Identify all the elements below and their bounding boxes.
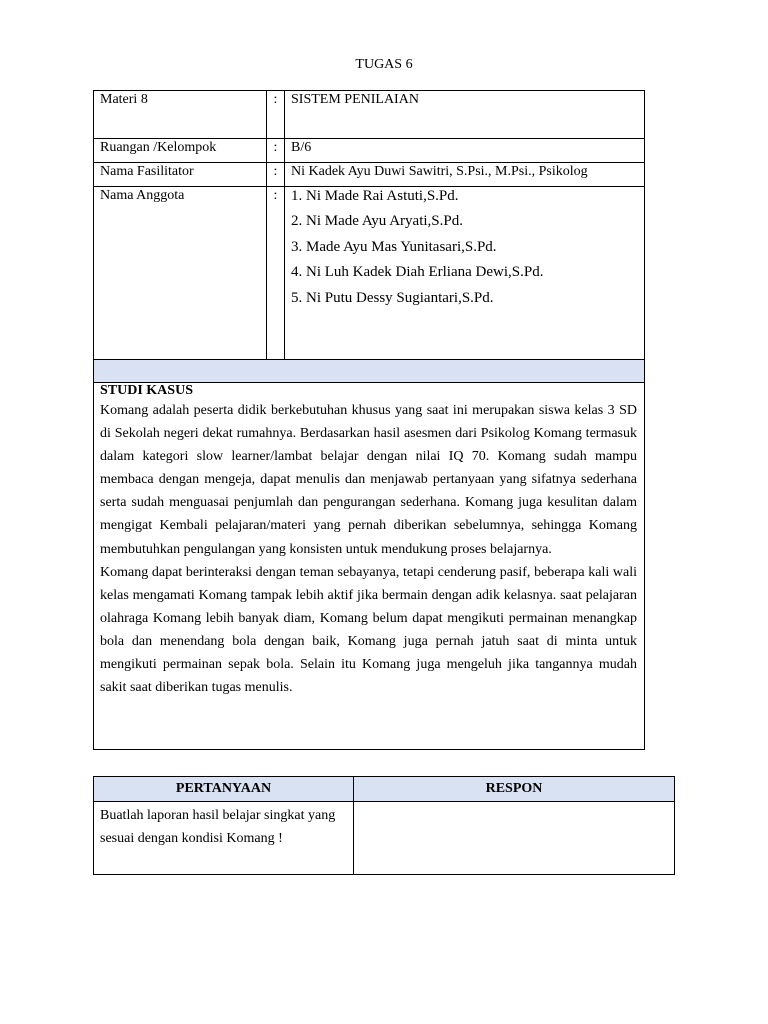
info-row-materi bbox=[94, 91, 645, 139]
info-row-ruangan bbox=[94, 139, 645, 163]
info-table bbox=[93, 90, 645, 750]
member-item: 1. Ni Made Rai Astuti,S.Pd. bbox=[291, 188, 459, 204]
qa-row bbox=[94, 802, 675, 875]
response-column-header: RESPON bbox=[354, 777, 675, 802]
info-row-fasilitator bbox=[94, 163, 645, 187]
label-anggota: Nama Anggota bbox=[94, 187, 267, 360]
response-cell[interactable] bbox=[354, 802, 675, 875]
value-materi: SISTEM PENILAIAN bbox=[285, 91, 645, 139]
info-row-anggota bbox=[94, 187, 645, 360]
case-study-cell bbox=[94, 383, 645, 750]
colon-fasilitator: : bbox=[267, 163, 285, 187]
member-item: 5. Ni Putu Dessy Sugiantari,S.Pd. bbox=[291, 289, 494, 306]
case-paragraph: Komang dapat berinteraksi dengan teman sebayanya, tetapi cenderung pasif, beberapa kali wali kelas mengamati Komang tampak lebih aktif jika bermain dengan adik kelasnya. saat pelajaran olahraga Komang lebih banyak diam, Komang belum dapat mengikuti permainan menangkap bola dan menendang bola dengan baik, Komang juga pernah jatuh saat di minta untuk mengikuti permainan sepak bola. Selain itu Komang juga mengeluh jika tangannya mudah sakit saat diberikan tugas menulis. bbox=[100, 564, 637, 696]
case-study-heading: STUDI KASUS bbox=[100, 383, 193, 398]
value-fasilitator: Ni Kadek Ayu Duwi Sawitri, S.Psi., M.Psi., Psikolog bbox=[285, 163, 645, 187]
member-item: 3. Made Ayu Mas Yunitasari,S.Pd. bbox=[291, 238, 497, 255]
colon-anggota: : bbox=[267, 187, 285, 360]
case-row bbox=[94, 383, 645, 750]
value-anggota bbox=[285, 187, 645, 360]
shaded-separator-row bbox=[94, 360, 645, 383]
colon-materi: : bbox=[267, 91, 285, 139]
member-item: 4. Ni Luh Kadek Diah Erliana Dewi,S.Pd. bbox=[291, 264, 544, 281]
question-cell: Buatlah laporan hasil belajar singkat yang sesuai dengan kondisi Komang ! bbox=[94, 802, 354, 875]
label-materi: Materi 8 bbox=[94, 91, 267, 139]
value-ruangan: B/6 bbox=[285, 139, 645, 163]
label-fasilitator: Nama Fasilitator bbox=[94, 163, 267, 187]
member-list bbox=[291, 188, 644, 315]
question-response-table bbox=[93, 776, 675, 875]
qa-header-row bbox=[94, 777, 675, 802]
document-title: TUGAS 6 bbox=[355, 57, 413, 72]
case-paragraph: Komang adalah peserta didik berkebutuhan khusus yang saat ini merupakan siswa kelas 3 SD di Sekolah negeri dekat rumahnya. Berdasarkan hasil asesmen dari Psikolog Komang termasuk dalam kategori slow learner/lambat belajar dengan nilai IQ 70. Komang sudah mampu membaca dengan mengeja, dapat menulis dan menjawab pertanyaan yang sifatnya sederhana serta sudah menguasai penjumlah dan pengurangan sederhana. Komang juga kesulitan dalam mengigat Kembali pelajaran/materi yang pernah diberikan sebelumnya, sehingga Komang membutuhkan pengulangan yang konsisten untuk mendukung proses belajarnya. bbox=[100, 403, 637, 557]
member-item: 2. Ni Made Ayu Aryati,S.Pd. bbox=[291, 213, 463, 230]
colon-ruangan: : bbox=[267, 139, 285, 163]
label-ruangan: Ruangan /Kelompok bbox=[94, 139, 267, 163]
shaded-separator bbox=[94, 360, 645, 383]
question-column-header: PERTANYAAN bbox=[94, 777, 354, 802]
